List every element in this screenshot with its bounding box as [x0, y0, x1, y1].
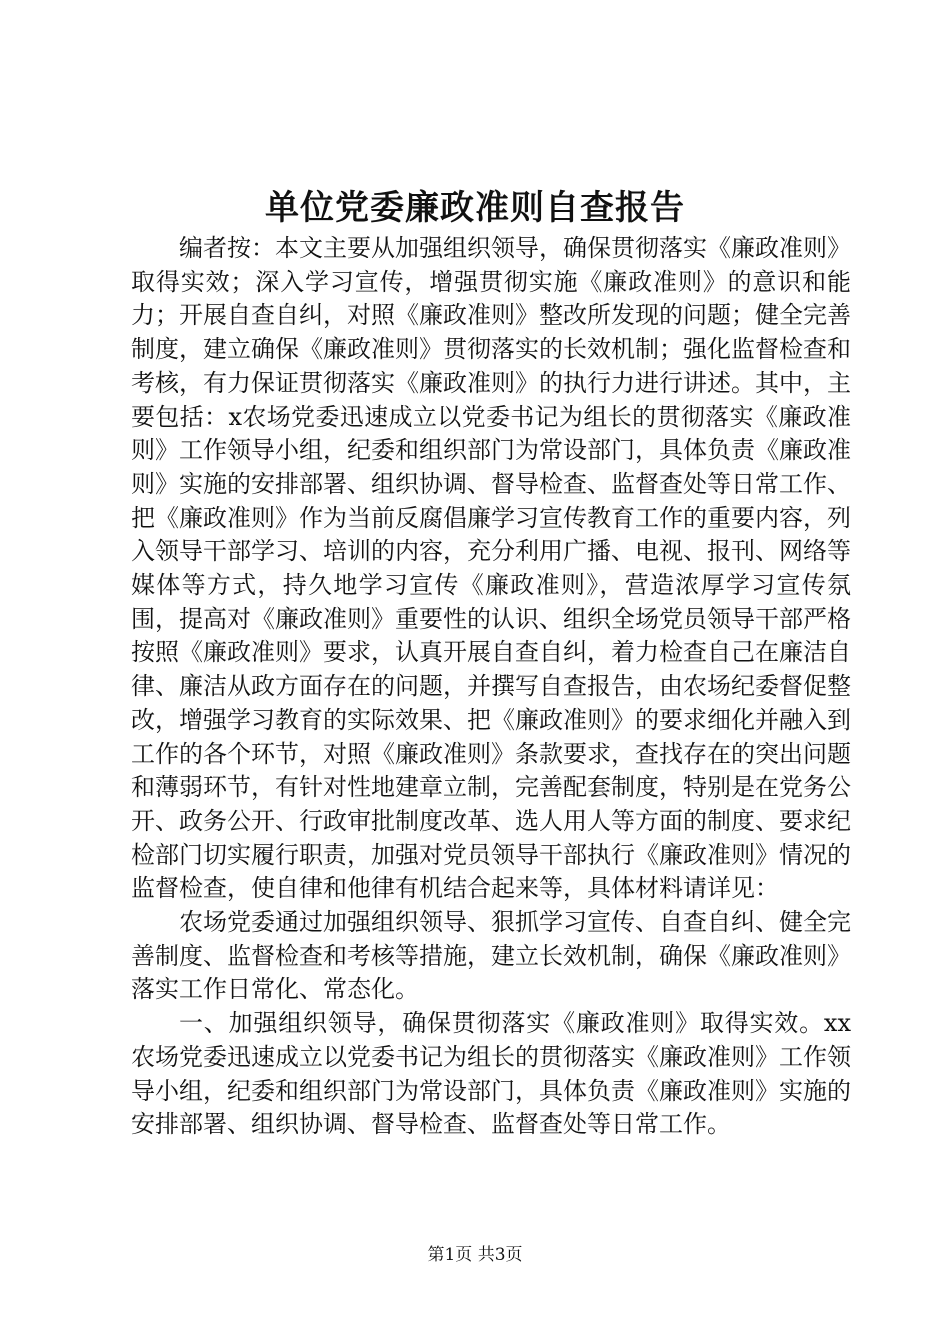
document-title: 单位党委廉政准则自查报告 — [265, 188, 685, 228]
editor-note-paragraph: 编者按：本文主要从加强组织领导，确保贯彻落实《廉政准则》取得实效；深入学习宣传，增强贯彻实施《廉政准则》的意识和能力；开展自查自纠，对照《廉政准则》整改所发现的问题；健全完善制度，建立确保《廉政准则》贯彻落实的长效机制；强化监督检查和考核，有力保证贯彻落实《廉政准则》的执行力进行讲述。其中，主要包括：x农场党委迅速成立以党委书记为组长的贯彻落实《廉政准则》工作领导小组，纪委和组织部门为常设部门，具体负责《廉政准则》实施的安排部署、组织协调、督导检查、监督查处等日常工作、把《廉政准则》作为当前反腐倡廉学习宣传教育工作的重要内容，列入领导干部学习、培训的内容，充分利用广播、电视、报刊、网络等媒体等方式，持久地学习宣传《廉政准则》，营造浓厚学习宣传氛围，提高对《廉政准则》重要性的认识、组织全场党员领导干部严格按照《廉政准则》要求，认真开展自查自纠，着力检查自己在廉洁自律、廉洁从政方面存在的问题，并撰写自查报告，由农场纪委督促整改，增强学习教育的实际效果、把《廉政准则》的要求细化并融入到工作的各个环节，对照《廉政准则》条款要求，查找存在的突出问题和薄弱环节，有针对性地建章立制，完善配套制度，特别是在党务公开、政务公开、行政审批制度改革、选人用人等方面的制度、要求纪检部门切实履行职责，加强对党员领导干部执行《廉政准则》情况的监督检查，使自律和他律有机结合起来等，具体材料请详见： — [131, 234, 851, 903]
summary-paragraph: 农场党委通过加强组织领导、狠抓学习宣传、自查自纠、健全完善制度、监督检查和考核等措施，建立长效机制，确保《廉政准则》落实工作日常化、常态化。 — [131, 908, 851, 1004]
document-body — [131, 232, 851, 1142]
section-one-paragraph: 一、加强组织领导，确保贯彻落实《廉政准则》取得实效。xx农场党委迅速成立以党委书记为组长的贯彻落实《廉政准则》工作领导小组，纪委和组织部门为常设部门，具体负责《廉政准则》实施的安排部署、组织协调、督导检查、监督查处等日常工作。 — [131, 1009, 851, 1139]
page-footer: 第1页 共3页 — [427, 1245, 523, 1265]
